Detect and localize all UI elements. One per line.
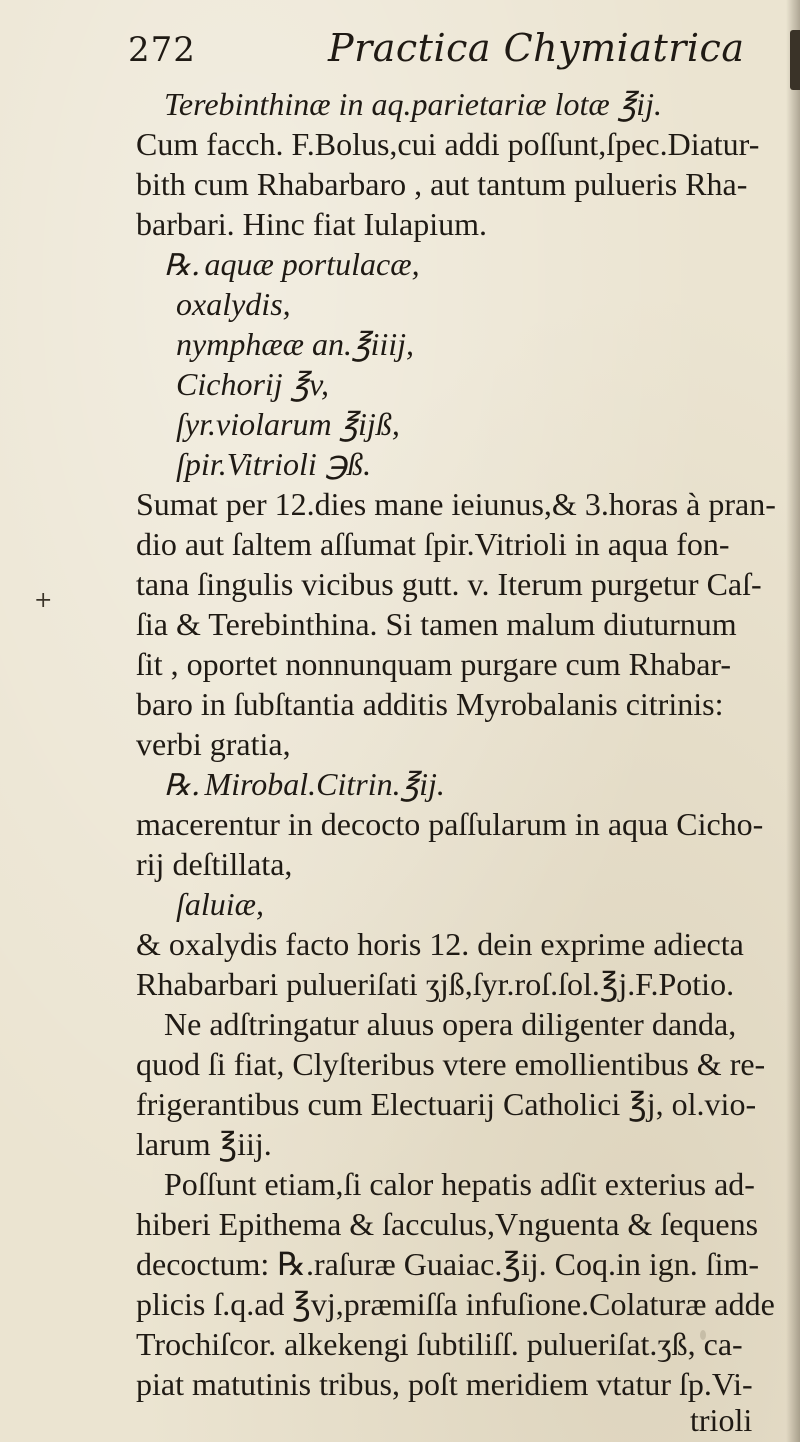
page-header xyxy=(128,16,768,76)
text-line: nymphææ an.℥iiij, xyxy=(176,326,415,362)
page-number: 272 xyxy=(128,30,196,70)
text-line: decoctum: ℞.raſuræ Guaiac.℥ij. Coq.in ign. ſim- xyxy=(136,1246,760,1282)
text-line: Poſſunt etiam,ſi calor hepatis adſit exterius ad- xyxy=(164,1166,755,1202)
text-line: ſpir.Vitrioli ℈ß. xyxy=(176,446,372,482)
text-line: ſit , oportet nonnunquam purgare cum Rhabar- xyxy=(136,646,732,682)
text-line: dio aut ſaltem aſſumat ſpir.Vitrioli in aqua fon- xyxy=(136,526,730,562)
text-line: frigerantibus cum Electuarij Catholici ℥j, ol.vio- xyxy=(136,1086,757,1122)
text-line: rij deſtillata, xyxy=(136,846,293,882)
text-line: ſia & Terebinthina. Si tamen malum diuturnum xyxy=(136,606,737,642)
text-line: ℞. aquæ portulacæ, xyxy=(164,244,420,286)
text-line: Rhabarbari pulueriſati ʒjß,ſyr.roſ.ſol.℥j.F.Potio. xyxy=(136,966,735,1002)
text-line: verbi gratia, xyxy=(136,726,291,762)
page-tab-mark xyxy=(790,30,800,90)
margin-mark: + xyxy=(34,588,53,613)
text-line: plicis ſ.q.ad ℥vj,præmiſſa infuſione.Colaturæ adde xyxy=(136,1286,775,1322)
text-line: tana ſingulis vicibus gutt. v. Iterum purgetur Caſ- xyxy=(136,566,762,602)
text-line: piat matutinis tribus, poſt meridiem vtatur ſp.Vi- xyxy=(136,1366,753,1402)
running-title: Practica Chymiatrica xyxy=(328,26,745,70)
page-edge-shadow xyxy=(786,0,800,1442)
text-line: quod ſi fiat, Clyſteribus vtere emollientibus & re- xyxy=(136,1046,766,1082)
text-line: oxalydis, xyxy=(176,286,291,322)
text-line: Ne adſtringatur aluus opera diligenter danda, xyxy=(164,1006,737,1042)
text-line: macerentur in decocto paſſularum in aqua Cicho- xyxy=(136,806,764,842)
catchword: trioli xyxy=(690,1402,753,1438)
text-line: larum ℥iij. xyxy=(136,1126,272,1162)
text-line: Terebinthinæ in aq.parietariæ lotæ ℥ij. xyxy=(164,86,662,122)
text-line: Cum facch. F.Bolus,cui addi poſſunt,ſpec.Diatur- xyxy=(136,126,760,162)
text-line: Trochiſcor. alkekengi ſubtiliſſ. pulueriſat.ʒß, ca- xyxy=(136,1326,743,1362)
recipe-sign: ℞. xyxy=(164,768,201,803)
text-line: Cichorij ℥v, xyxy=(176,366,329,402)
text-line: bith cum Rhabarbaro , aut tantum pulueris Rha- xyxy=(136,166,748,202)
text-line: barbari. Hinc fiat Iulapium. xyxy=(136,206,487,242)
text-line: & oxalydis facto horis 12. dein exprime adiecta xyxy=(136,926,744,962)
text-line: Sumat per 12.dies mane ieiunus,& 3.horas à pran- xyxy=(136,486,776,522)
text-line: baro in ſubſtantia additis Myrobalanis citrinis: xyxy=(136,686,724,722)
text-line: ℞. Mirobal.Citrin.℥ij. xyxy=(164,764,445,806)
text-line: ſyr.violarum ℥ijß, xyxy=(176,406,400,442)
recipe-sign: ℞. xyxy=(164,248,201,283)
text-line: hiberi Epithema & ſacculus,Vnguenta & ſequens xyxy=(136,1206,759,1242)
text-line: ſaluiæ, xyxy=(176,886,265,922)
